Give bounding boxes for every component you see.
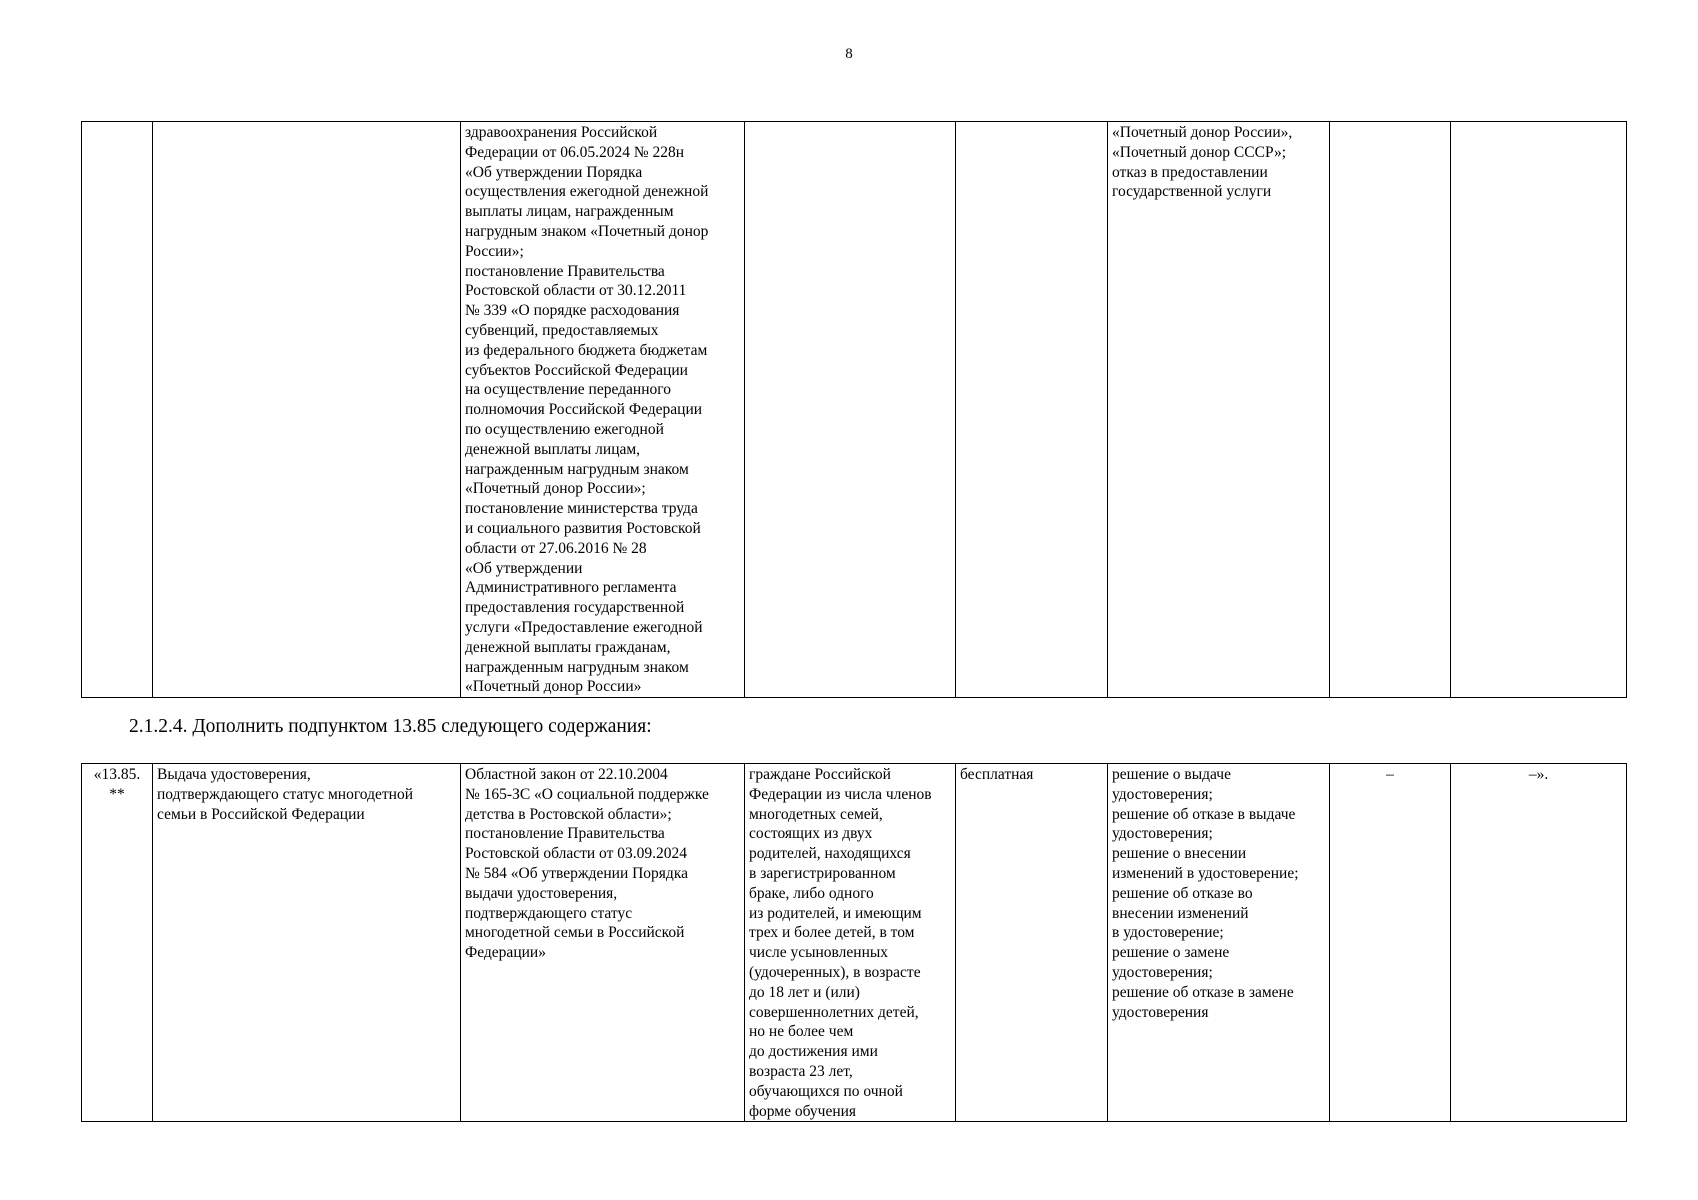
recipients-cell — [745, 122, 956, 698]
number-cell: «13.85. ** — [82, 764, 153, 1122]
payment-cell: бесплатная — [956, 764, 1108, 1122]
legal-basis-cell: здравоохранения Российской Федерации от 06.05.2024 № 228н «Об утверждении Порядка осуществления ежегодной денежной выплаты лицам, награжденным нагрудным знаком «Почетный донор России»; постановление Правительства Ростовской области от 30.12.2011 № 339 «О порядке расходования субвенций, предоставляемых из федерального бюджета бюджетам субъектов Российской Федерации на осуществление переданного полномочия Российской Федерации по осуществлению ежегодной денежной выплаты лицам, награжденным нагрудным знаком «Почетный донор России»; постановление министерства труда и социального развития Ростовской области от 27.06.2016 № 28 «Об утверждении Административного регламента предоставления государственной услуги «Предоставление ежегодной денежной выплаты гражданам, награжденным нагрудным знаком «Почетный донор России» — [461, 122, 745, 698]
service-name-cell: Выдача удостоверения, подтверждающего статус многодетной семьи в Российской Федерации — [153, 764, 461, 1122]
result-cell: «Почетный донор России», «Почетный донор СССР»; отказ в предоставлении государственной услуги — [1108, 122, 1330, 698]
last-column-cell — [1451, 122, 1627, 698]
table-row — [82, 764, 1627, 1122]
extra-column-cell — [1330, 122, 1451, 698]
service-name-cell — [153, 122, 461, 698]
page-number: 8 — [845, 46, 853, 62]
services-table-continued — [81, 121, 1627, 698]
extra-column-cell: – — [1330, 764, 1451, 1122]
services-table-new-item — [81, 763, 1627, 1122]
payment-cell — [956, 122, 1108, 698]
section-heading: 2.1.2.4. Дополнить подпунктом 13.85 следующего содержания: — [129, 716, 652, 737]
last-column-cell: –». — [1451, 764, 1627, 1122]
legal-basis-cell: Областной закон от 22.10.2004 № 165-ЗС «О социальной поддержке детства в Ростовской области»; постановление Правительства Ростовской области от 03.09.2024 № 584 «Об утверждении Порядка выдачи удостоверения, подтверждающего статус многодетной семьи в Российской Федерации» — [461, 764, 745, 1122]
number-cell — [82, 122, 153, 698]
table-row — [82, 122, 1627, 698]
recipients-cell: граждане Российской Федерации из числа членов многодетных семей, состоящих из двух родителей, находящихся в зарегистрированном браке, либо одного из родителей, и имеющим трех и более детей, в том числе усыновленных (удочеренных), в возрасте до 18 лет и (или) совершеннолетних детей, но не более чем до достижения ими возраста 23 лет, обучающихся по очной форме обучения — [745, 764, 956, 1122]
result-cell: решение о выдаче удостоверения; решение об отказе в выдаче удостоверения; решение о внесении изменений в удостоверение; решение об отказе во внесении изменений в удостоверение; решение о замене удостоверения; решение об отказе в замене удостоверения — [1108, 764, 1330, 1122]
